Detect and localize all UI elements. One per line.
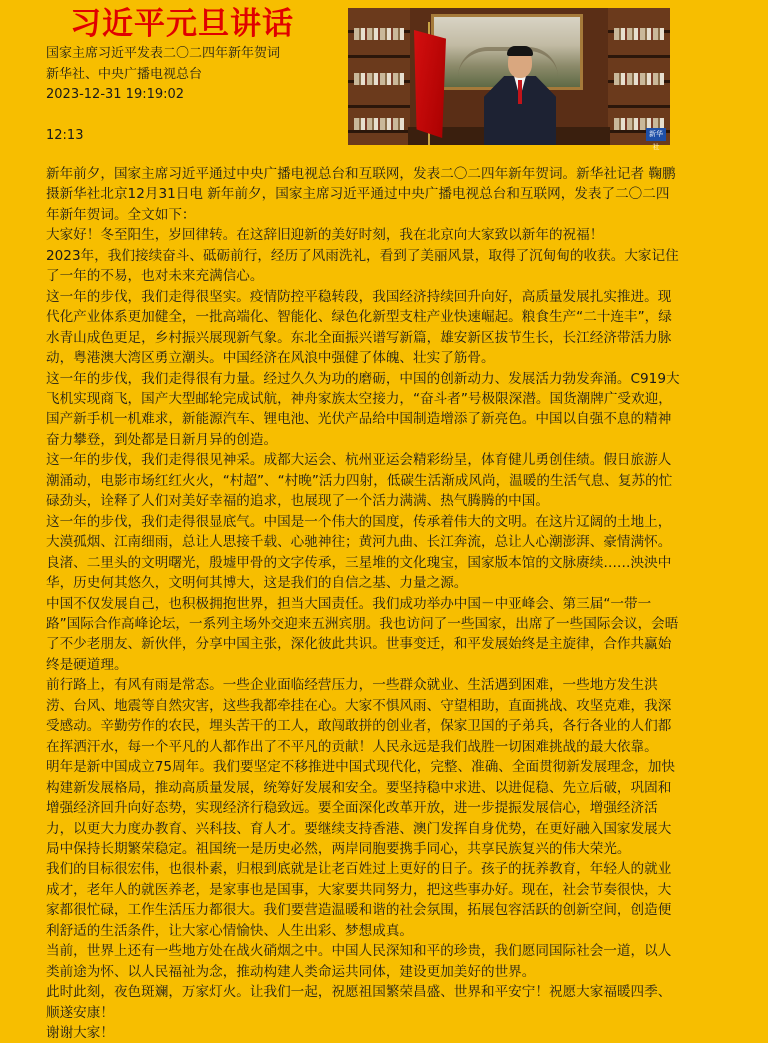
article-headline: 国家主席习近平发表二〇二四年新年贺词 (46, 46, 281, 61)
article-paragraph: 明年是新中国成立75周年。我们要坚定不移推进中国式现代化，完整、准确、全面贯彻新发展理念，加快构建新发展格局，推动高质量发展，统筹好发展和安全。要坚持稳中求进、以进促稳、先立后破，巩固和增强经济回升向好态势，实现经济行稳致远。要全面深化改革开放，进一步提振发展信心，增强经济活力，以更大力度办教育、兴科技、育人才。要继续支持香港、澳门发挥自身优势，在更好融入国家发展大局中保持长期繁荣稳定。祖国统一是历史必然，两岸同胞要携手同心，共享民族复兴的伟大荣光。 (46, 759, 676, 857)
article-timestamp: 2023-12-31 19:19:02 (46, 87, 185, 102)
object-placeholder (46, 106, 280, 127)
article-paragraph: 大家好！冬至阳生，岁回律转。在这辞旧迎新的美好时刻，我在北京向大家致以新年的祝福！ (46, 227, 604, 244)
article-paragraph: 这一年的步伐，我们走得很显底气。中国是一个伟大的国度，传承着伟大的文明。在这片辽阔的土地上，大漠孤烟、江南细雨，总让人思接千载、心驰神往；黄河九曲、长江奔流，总让人心潮澎湃、豪情满怀。良渚、二里头的文明曙光，殷墟甲骨的文字传承，三星堆的文化瑰宝，国家版本馆的文脉赓续……泱泱中华，历史何其悠久，文明何其博大，这是我们的自信之基、力量之源。 (46, 513, 672, 592)
national-flag (414, 30, 446, 138)
bookshelf-right (608, 8, 670, 145)
article-paragraph: 这一年的步伐，我们走得很坚实。疫情防控平稳转段，我国经济持续回升向好，高质量发展扎实推进。现代化产业体系更加健全，一批高端化、智能化、绿色化新型支柱产业快速崛起。粮食生产“二十连丰”，绿水青山成色更足，乡村振兴展现新气象。东北全面振兴谱写新篇，雄安新区拔节生长，长江经济带活力脉动，粤港澳大湾区勇立潮头。中国经济在风浪中强健了体魄、壮实了筋骨。 (46, 288, 672, 367)
article-body (46, 164, 682, 1043)
article-paragraph: 此时此刻，夜色斑斓，万家灯火。让我们一起，祝愿祖国繁荣昌盛、世界和平安宁！祝愿大家福暖四季、顺遂安康！ (46, 984, 672, 1021)
article-paragraph: 这一年的步伐，我们走得很有力量。经过久久为功的磨砺，中国的创新动力、发展活力勃发奔涌。C919大飞机实现商飞，国产大型邮轮完成试航，神舟家族太空接力，“奋斗者”号极限深潜。国货潮牌广受欢迎，国产新手机一机难求，新能源汽车、锂电池、光伏产品给中国制造增添了新亮色。中国以自强不息的精神奋力攀登，到处都是日新月异的创造。 (46, 370, 680, 448)
article-paragraph: 这一年的步伐，我们走得很见神采。成都大运会、杭州亚运会精彩纷呈，体育健儿勇创佳绩。假日旅游人潮涌动，电影市场红红火火，“村超”、“村晚”活力四射，低碳生活渐成风尚，温暖的生活气息、复苏的忙碌劲头，诠释了人们对美好幸福的追求，也展现了一个活力满满、热气腾腾的中国。 (46, 452, 673, 510)
article-meta (46, 44, 280, 167)
page-title: 习近平元旦讲话 (70, 6, 294, 42)
xinhua-logo: 新华社 (646, 128, 666, 141)
speaker-figure (484, 48, 556, 145)
article-paragraph: 中国不仅发展自己，也积极拥抱世界，担当大国责任。我们成功举办中国－中亚峰会、第三届“一带一路”国际合作高峰论坛，一系列主场外交迎来五洲宾朋。我也访问了一些国家，出席了一些国际会议，会晤了不少老朋友、新伙伴，分享中国主张，深化彼此共识。世事变迁，和平发展始终是主旋律，合作共赢始终是硬道理。 (46, 595, 679, 673)
video-duration: 12:13 (46, 128, 84, 143)
article-paragraph: 前行路上，有风有雨是常态。一些企业面临经营压力，一些群众就业、生活遇到困难，一些地方发生洪涝、台风、地震等自然灾害，这些我都牵挂在心。大家不惧风雨、守望相助，直面挑战、攻坚克难，我深受感动。辛勤劳作的农民，埋头苦干的工人，敢闯敢拼的创业者，保家卫国的子弟兵，各行各业的人们都在挥洒汗水，每一个平凡的人都作出了不平凡的贡献！人民永远是我们战胜一切困难挑战的最大依靠。 (46, 677, 672, 755)
article-paragraph: 谢谢大家！ (46, 1025, 114, 1042)
article-source: 新华社、中央广播电视总台 (46, 66, 203, 82)
article-paragraph: 当前，世界上还有一些地方处在战火硝烟之中。中国人民深知和平的珍贵，我们愿同国际社会一道，以人类前途为怀、以人民福祉为念，推动构建人类命运共同体，建设更加美好的世界。 (46, 943, 672, 980)
article-paragraph: 2023年，我们接续奋斗、砥砺前行，经历了风雨洗礼，看到了美丽风景，取得了沉甸甸的收获。大家记住了一年的不易，也对未来充满信心。 (46, 247, 679, 285)
bookshelf-left (348, 8, 410, 145)
speech-photo (348, 8, 670, 151)
article-paragraph: 新年前夕，国家主席习近平通过中央广播电视总台和互联网，发表二〇二四年新年贺词。新华社记者 鞠鹏 摄新华社北京12月31日电 新年前夕，国家主席习近平通过中央广播电视总台和互联网，发表了二〇二四年新年贺词。全文如下： (46, 166, 676, 223)
article-paragraph: 我们的目标很宏伟，也很朴素，归根到底就是让老百姓过上更好的日子。孩子的抚养教育，年轻人的就业成才，老年人的就医养老，是家事也是国事，大家要共同努力，把这些事办好。现在，社会节奏很快，大家都很忙碌，工作生活压力都很大。我们要营造温暖和谐的社会氛围，拓展包容活跃的创新空间，创造便利舒适的生活条件，让大家心情愉快、人生出彩、梦想成真。 (46, 861, 672, 939)
